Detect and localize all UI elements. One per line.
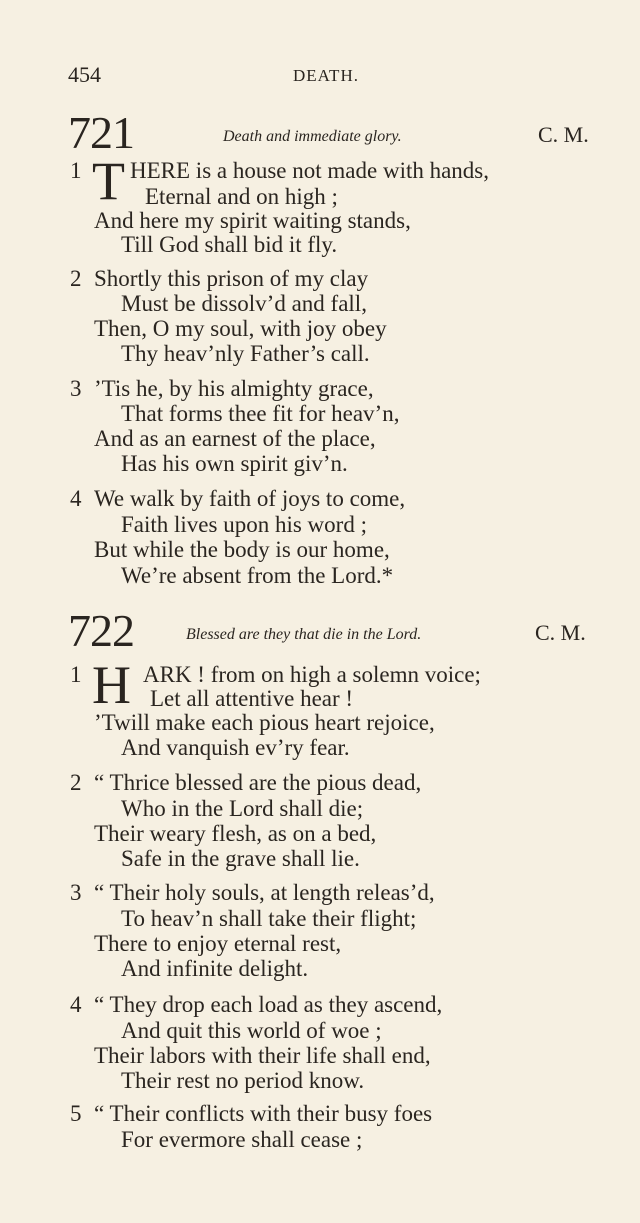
- verse-number: 5: [70, 1101, 82, 1126]
- verse-number: 2: [70, 266, 82, 291]
- verse-number: 3: [70, 880, 82, 905]
- verse-line: And quit this world of woe ;: [121, 1018, 382, 1043]
- hymn-722-header: [68, 605, 600, 658]
- verse-line: “ They drop each load as they ascend,: [94, 992, 443, 1017]
- verse-line: Their labors with their life shall end,: [94, 1043, 431, 1068]
- verse-line: And vanquish ev’ry fear.: [121, 735, 350, 760]
- verse-line: Eternal and on high ;: [145, 184, 338, 209]
- verse-line: We’re absent from the Lord.*: [121, 563, 394, 588]
- verse-line: Their weary flesh, as on a bed,: [94, 821, 377, 846]
- verse-line: For evermore shall cease ;: [121, 1127, 363, 1152]
- verse-line: “ Their conflicts with their busy foes: [94, 1101, 433, 1126]
- verse-line: But while the body is our home,: [94, 537, 390, 562]
- page-number: 454: [68, 62, 101, 87]
- verse-number: 2: [70, 770, 82, 795]
- hymn-number: 721: [68, 107, 134, 158]
- verse-line: Let all attentive hear !: [150, 686, 354, 711]
- verse-line: “ Thrice blessed are the pious dead,: [94, 770, 422, 795]
- verse-number: 3: [70, 376, 82, 401]
- hymn-number: 722: [68, 605, 134, 656]
- verse-line: That forms thee fit for heav’n,: [121, 401, 400, 426]
- verse-number: 1: [70, 662, 82, 687]
- verse-line: We walk by faith of joys to come,: [94, 486, 406, 511]
- verse-line: Faith lives upon his word ;: [121, 512, 367, 537]
- hymn-meter: C. M.: [535, 620, 586, 645]
- verse-line: Must be dissolv’d and fall,: [121, 291, 367, 316]
- verse-line: Then, O my soul, with joy obey: [94, 316, 387, 341]
- verse-number: 1: [70, 158, 82, 183]
- hymn-721-header: [68, 107, 600, 160]
- drop-cap: T: [92, 151, 125, 211]
- verse-line: ’Twill make each pious heart rejoice,: [94, 710, 435, 735]
- verse-line: Thy heav’nly Father’s call.: [121, 341, 370, 366]
- verse-line: Till God shall bid it fly.: [121, 232, 338, 257]
- verse-line: And infinite delight.: [121, 956, 309, 981]
- verse-line: “ Their holy souls, at length releas’d,: [94, 880, 435, 905]
- verse-line: And as an earnest of the place,: [94, 426, 376, 451]
- verse-line: There to enjoy eternal rest,: [94, 931, 342, 956]
- verse-line: HERE is a house not made with hands,: [130, 158, 490, 183]
- running-head: [68, 62, 580, 92]
- verse-line: Safe in the grave shall lie.: [121, 846, 360, 871]
- hymn-title: Blessed are they that die in the Lord.: [186, 626, 422, 643]
- verse-line: And here my spirit waiting stands,: [94, 208, 411, 233]
- verse-number: 4: [70, 992, 82, 1017]
- verse-line: Who in the Lord shall die;: [121, 796, 364, 821]
- verse-line: Has his own spirit giv’n.: [121, 451, 348, 476]
- verse-line: ’Tis he, by his almighty grace,: [94, 376, 374, 401]
- hymn-meter: C. M.: [538, 122, 589, 147]
- verse-line: Shortly this prison of my clay: [94, 266, 369, 291]
- section-title: DEATH.: [293, 66, 359, 85]
- verse-line: To heav’n shall take their flight;: [121, 906, 417, 931]
- verse-number: 4: [70, 486, 82, 511]
- hymn-title: Death and immediate glory.: [223, 128, 402, 145]
- verse-line: ARK ! from on high a solemn voice;: [143, 662, 481, 687]
- drop-cap: H: [92, 655, 131, 715]
- verse-line: Their rest no period know.: [121, 1068, 365, 1093]
